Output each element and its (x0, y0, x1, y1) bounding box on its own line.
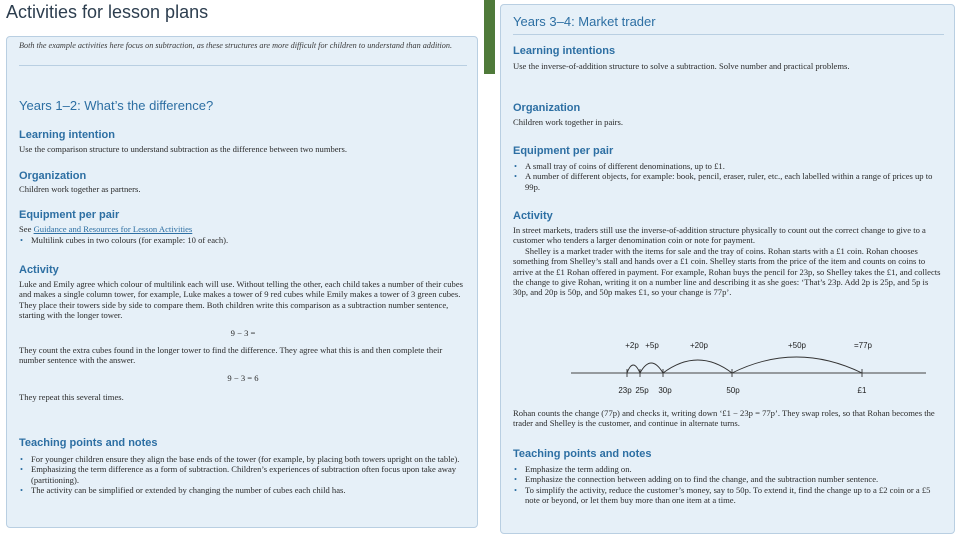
page-title: Activities for lesson plans (6, 2, 209, 22)
activity-paragraph-1: Luke and Emily agree which colour of multilink each will use. Without telling the other, each child takes a number of their cubes and makes a single column tower, for example, Luke makes a tower of 9 red cubes while Emily makes a tower of 3 green cubes. They place their towers side by side to compare them. Both children write this comparison as a subtraction number sentence, starting with the longer tower. (19, 279, 463, 321)
learning-intention-title: Learning intention (19, 129, 115, 141)
divider (513, 34, 944, 35)
equipment-item: • A number of different objects, for example: book, pencil, eraser, ruler, etc., each labelled within a range of prices up to 99p. (513, 171, 944, 192)
guidance-resources-link[interactable]: Guidance and Resources for Lesson Activities (33, 224, 193, 234)
teaching-point-item: • Emphasizing the term difference as a form of subtraction. Children’s experiences of subtraction often focus upon take away (partitioning). (19, 464, 467, 485)
tick-label: 50p (726, 386, 740, 395)
learning-intention-text: Use the comparison structure to understand subtraction as the difference between two numbers. (19, 144, 347, 154)
years-1-2-heading: Years 1–2: What’s the difference? (19, 98, 214, 113)
equipment-item: • A small tray of coins of different denominations, up to £1. (513, 161, 944, 171)
teaching-point-item: • Emphasize the term adding on. (513, 464, 944, 474)
jump-arc (663, 360, 732, 373)
activity-paragraph-1: In street markets, traders still use the inverse-of-addition structure physically to count out the correct change to give to a customer who tenders a larger denomination coin or note for payment. (513, 225, 926, 246)
teaching-points-title: Teaching points and notes (513, 448, 652, 460)
right-activity-panel (500, 4, 955, 534)
jump-arc (640, 363, 663, 373)
activity-title: Activity (19, 264, 59, 276)
teaching-point-item: • The activity can be simplified or extended by changing the number of cubes each child has. (19, 485, 467, 495)
jump-arc (732, 357, 862, 373)
activity-paragraph-2: Shelley is a market trader with the items for sale and the tray of coins. Rohan starts with a £1 coin. Rohan chooses something from Shelley’s stall and hands over a £1 coin. Shelley starts from the price of the item and counts on coins to arrive at the £1 Rohan offered in payment. For example, Rohan buys the pencil for 23p, so Shelley takes the £1, and collects the change to give Rohan, writing it on a number line and describing it as she goes: ‘That’s 23p. Add 2p is 25p, and 5p is 30p, and 20p is 50p, and 50p makes £1, so your change is 77p’. (513, 245, 941, 298)
organization-title: Organization (19, 170, 87, 182)
tick-label: £1 (857, 386, 867, 395)
jump-arc (627, 365, 640, 373)
equipment-see-label: See (19, 224, 32, 234)
equation-2: 9 − 3 = 6 (227, 372, 259, 383)
learning-intentions-text: Use the inverse-of-addition structure to solve a subtraction. Solve number and practical problems. (513, 61, 850, 71)
equation-1: 9 − 3 = (230, 327, 256, 338)
equipment-see-line (19, 224, 467, 234)
jump-label: +2p (625, 341, 639, 350)
intro-text: Both the example activities here focus on subtraction, as these structures are more difficult for children to understand than addition. (19, 41, 453, 50)
left-activity-panel (6, 36, 478, 528)
jump-label: +20p (689, 341, 709, 350)
teaching-points-title: Teaching points and notes (19, 437, 158, 449)
years-3-4-heading: Years 3–4: Market trader (513, 14, 656, 29)
jump-label: +5p (645, 341, 659, 350)
equipment-title: Equipment per pair (513, 145, 614, 157)
activity-paragraph-3: Rohan counts the change (77p) and checks it, writing down ‘£1 − 23p = 77p’. They swap roles, so that Rohan becomes the trader and Shelley is the customer, and continue in alternate turns. (513, 408, 935, 429)
number-line-diagram (561, 335, 931, 401)
teaching-point-item: • To simplify the activity, reduce the customer’s money, say to 50p. To extend it, find the change up to a £2 coin or a £5 note or beyond, or let them buy more than one item at a time. (513, 485, 944, 506)
teaching-point-item: • Emphasize the connection between adding on to find the change, and the subtraction number sentence. (513, 474, 944, 484)
jump-label: +50p (787, 341, 807, 350)
activity-paragraph-2: They count the extra cubes found in the longer tower to find the difference. They agree what this is and then complete their number sentence with the answer. (19, 345, 443, 366)
learning-intentions-title: Learning intentions (513, 45, 616, 57)
organization-text: Children work together in pairs. (513, 117, 624, 127)
tick-label: 23p (618, 386, 632, 395)
decorative-green-bar (484, 0, 495, 74)
divider (19, 65, 467, 66)
organization-title: Organization (513, 102, 581, 114)
tick-label: 25p (635, 386, 649, 395)
activity-paragraph-3: They repeat this several times. (19, 392, 124, 403)
jump-label: =77p (853, 341, 873, 350)
teaching-point-item: • For younger children ensure they align the base ends of the tower (for example, by placing both towers upright on the table). (19, 454, 467, 464)
activity-title: Activity (513, 210, 553, 222)
equipment-item: • Multilink cubes in two colours (for example: 10 of each). (19, 235, 467, 245)
tick-label: 30p (658, 386, 672, 395)
organization-text: Children work together as partners. (19, 184, 141, 194)
equipment-title: Equipment per pair (19, 209, 120, 221)
